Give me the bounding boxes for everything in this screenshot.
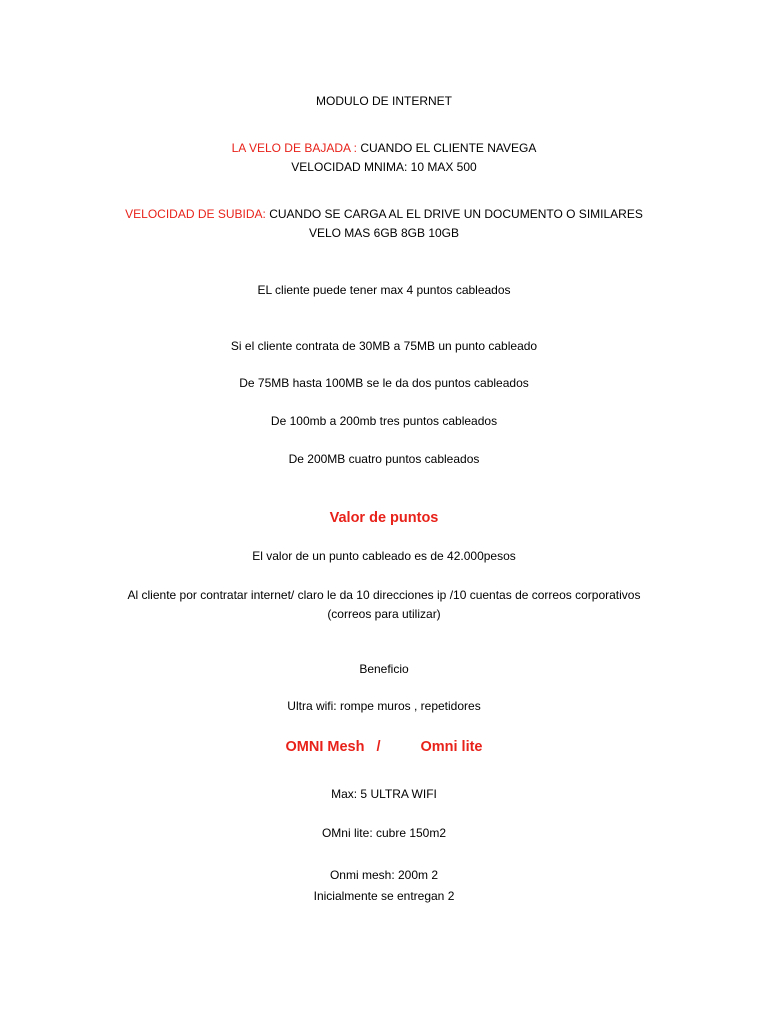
max-ultra-wifi-text: Max: 5 ULTRA WIFI <box>331 787 437 801</box>
upload-speed-line <box>0 206 768 222</box>
max-points-text: EL cliente puede tener max 4 puntos cableados <box>257 283 511 297</box>
omni-mesh-coverage: Onmi mesh: 200m 2 <box>329 868 439 882</box>
benefits-text-line1: Al cliente por contratar internet/ claro le da 10 direcciones ip /10 cuentas de correos corporativos <box>127 588 641 602</box>
benefits-text-line2: (correos para utilizar) <box>327 607 441 621</box>
download-label: LA VELO DE BAJADA : <box>231 141 357 155</box>
ultra-wifi-text: Ultra wifi: rompe muros , repetidores <box>287 699 481 713</box>
upload-description: CUANDO SE CARGA AL EL DRIVE UN DOCUMENTO O SIMILARES <box>265 207 643 221</box>
download-speed-line <box>0 140 768 156</box>
upload-label: VELOCIDAD DE SUBIDA: <box>125 207 266 221</box>
benefit-heading: Beneficio <box>359 662 409 676</box>
tier-item: De 75MB hasta 100MB se le da dos puntos cableados <box>239 376 529 390</box>
tier-item: Si el cliente contrata de 30MB a 75MB un punto cableado <box>230 339 538 353</box>
download-description: CUANDO EL CLIENTE NAVEGA <box>357 141 537 155</box>
points-value-heading: Valor de puntos <box>329 510 439 526</box>
omni-heading <box>0 737 768 757</box>
tier-item: De 200MB cuatro puntos cableados <box>288 452 480 466</box>
omni-lite-label: Omni lite <box>420 739 483 755</box>
document-title: MODULO DE INTERNET <box>315 94 452 108</box>
omni-lite-coverage: OMni lite: cubre 150m2 <box>321 826 447 840</box>
omni-separator: / <box>376 739 381 755</box>
upload-speed-range: VELO MAS 6GB 8GB 10GB <box>308 226 460 240</box>
download-speed-range: VELOCIDAD MNIMA: 10 MAX 500 <box>291 160 477 174</box>
omni-mesh-label: OMNI Mesh <box>285 739 365 755</box>
point-price-text: El valor de un punto cableado es de 42.000pesos <box>252 549 516 563</box>
tier-item: De 100mb a 200mb tres puntos cableados <box>270 414 498 428</box>
initial-delivery-text: Inicialmente se entregan 2 <box>313 889 455 903</box>
